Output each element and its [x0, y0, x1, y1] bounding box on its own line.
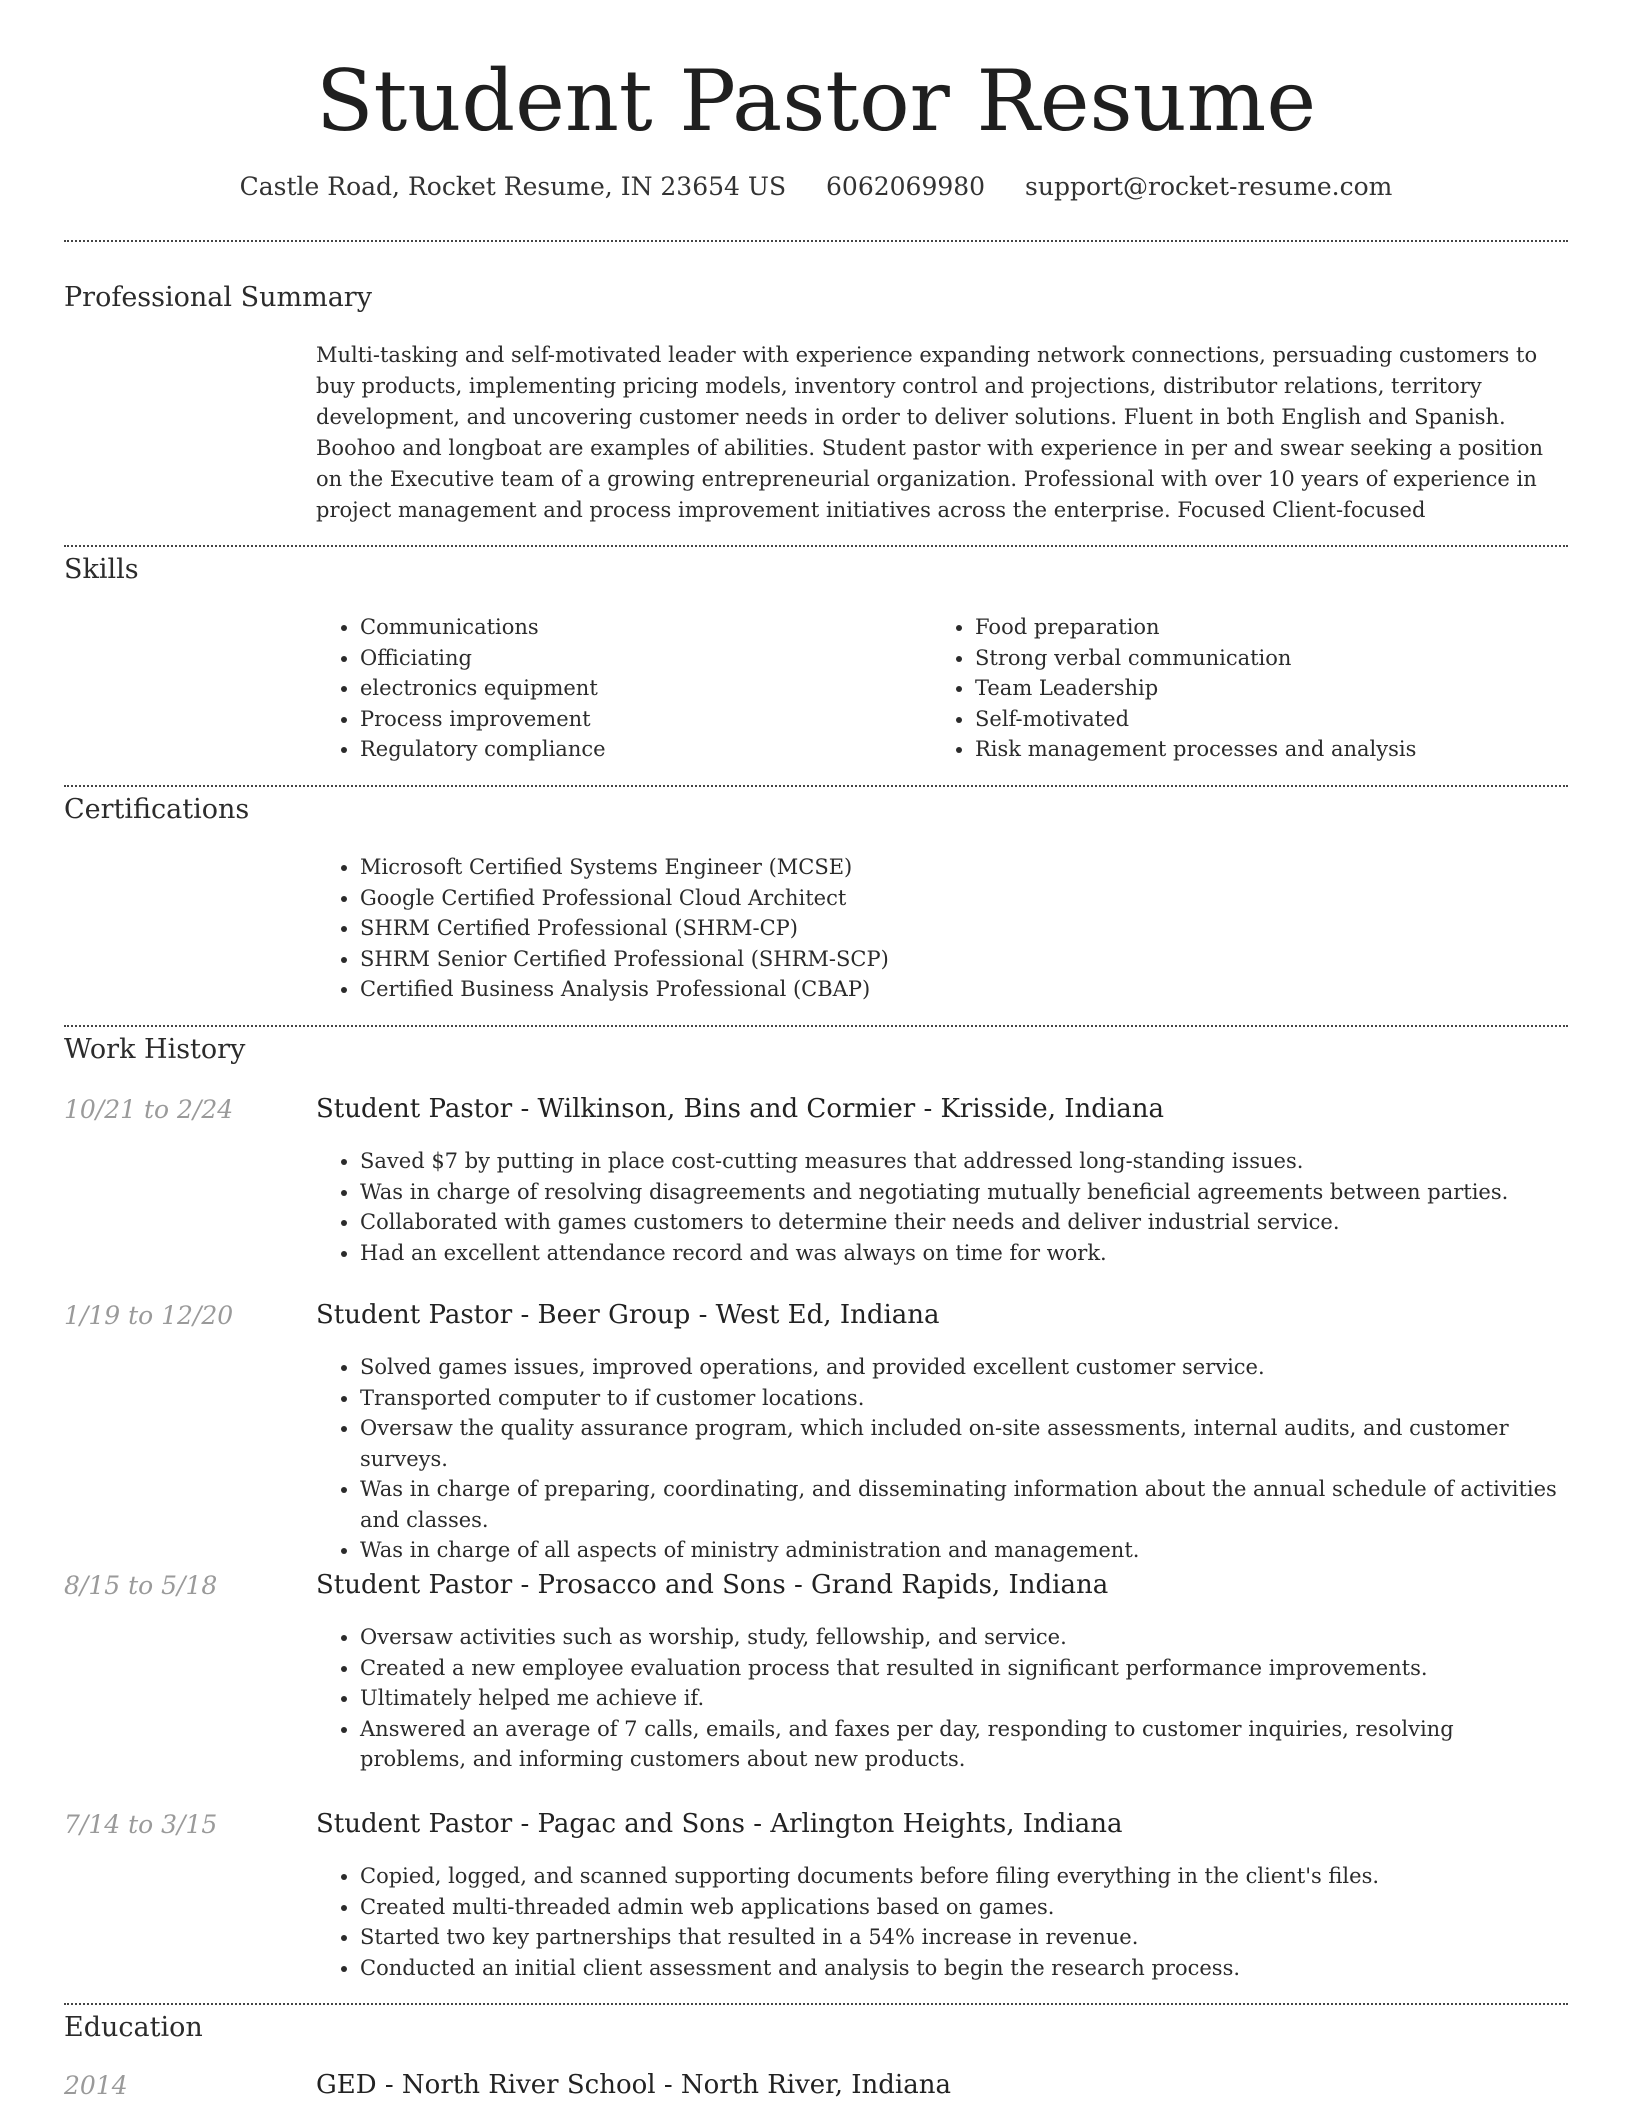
skills-left-column	[316, 612, 916, 765]
job-bullets	[316, 1146, 1566, 1268]
job-bullet: • Saved $7 by putting in place cost-cutting measures that addressed long-standing issues.	[360, 1146, 1566, 1177]
certifications-body	[316, 852, 1566, 1005]
job-bullet: • Was in charge of preparing, coordinating, and disseminating information about the annual schedule of activities and classes.	[360, 1474, 1566, 1535]
job-title: Student Pastor - Prosacco and Sons - Grand Rapids, Indiana	[316, 1570, 1109, 1600]
skill-item: • Risk management processes and analysis	[975, 734, 1531, 765]
contact-address: Castle Road, Rocket Resume, IN 23654 US	[239, 172, 787, 201]
section-title-skills: Skills	[64, 554, 139, 585]
skill-item: • Self-motivated	[975, 704, 1531, 735]
job-dates: 10/21 to 2/24	[64, 1095, 234, 1124]
section-title-certifications: Certifications	[64, 794, 250, 825]
skill-item: • Food preparation	[975, 612, 1531, 643]
summary-body	[316, 340, 1566, 526]
skills-right-column	[931, 612, 1531, 765]
section-title-work-history: Work History	[64, 1034, 246, 1065]
skill-item: • Process improvement	[360, 704, 916, 735]
job-bullets	[316, 1352, 1566, 1566]
certification-item: • Certified Business Analysis Professional (CBAP)	[360, 974, 1566, 1005]
skill-item: • Communications	[360, 612, 916, 643]
job-bullet: • Conducted an initial client assessment and analysis to begin the research process.	[360, 1953, 1566, 1984]
job-bullet: • Created multi-threaded admin web applications based on games.	[360, 1892, 1566, 1923]
job-title: Student Pastor - Wilkinson, Bins and Cormier - Krisside, Indiana	[316, 1094, 1164, 1124]
job-title: Student Pastor - Pagac and Sons - Arlington Heights, Indiana	[316, 1809, 1123, 1839]
certification-item: • Microsoft Certified Systems Engineer (MCSE)	[360, 852, 1566, 883]
job-bullet: • Transported computer to if customer locations.	[360, 1383, 1566, 1414]
contact-line	[0, 172, 1632, 201]
section-title-summary: Professional Summary	[64, 282, 372, 313]
skill-item: • Team Leadership	[975, 673, 1531, 704]
education-year: 2014	[64, 2071, 128, 2100]
job-bullet: • Created a new employee evaluation process that resulted in significant performance improvements.	[360, 1653, 1566, 1684]
job-bullet: • Oversaw activities such as worship, study, fellowship, and service.	[360, 1622, 1566, 1653]
job-bullet: • Had an excellent attendance record and was always on time for work.	[360, 1238, 1566, 1269]
job-bullet: • Answered an average of 7 calls, emails, and faxes per day, responding to customer inquiries, resolving problems, and informing customers about new products.	[360, 1714, 1566, 1775]
job-bullet: • Was in charge of all aspects of ministry administration and management.	[360, 1535, 1566, 1566]
certification-item: • SHRM Certified Professional (SHRM-CP)	[360, 913, 1566, 944]
job-bullet: • Was in charge of resolving disagreements and negotiating mutually beneficial agreements between parties.	[360, 1177, 1566, 1208]
job-bullet: • Copied, logged, and scanned supporting documents before filing everything in the client's files.	[360, 1861, 1566, 1892]
resume-title: Student Pastor Resume	[315, 52, 1317, 150]
skill-item: • electronics equipment	[360, 673, 916, 704]
divider	[64, 2003, 1568, 2005]
job-bullet: • Solved games issues, improved operations, and provided excellent customer service.	[360, 1352, 1566, 1383]
certification-item: • Google Certified Professional Cloud Architect	[360, 883, 1566, 914]
divider	[64, 240, 1568, 242]
job-bullet: • Collaborated with games customers to determine their needs and deliver industrial service.	[360, 1207, 1566, 1238]
divider	[64, 1025, 1568, 1027]
divider	[64, 545, 1568, 547]
job-dates: 1/19 to 12/20	[64, 1301, 234, 1330]
job-bullets	[316, 1861, 1566, 1983]
job-dates: 8/15 to 5/18	[64, 1571, 218, 1600]
skill-item: • Officiating	[360, 643, 916, 674]
job-bullet: • Oversaw the quality assurance program, which included on-site assessments, internal audits, and customer surveys.	[360, 1413, 1566, 1474]
education-title: GED - North River School - North River, Indiana	[316, 2070, 951, 2100]
job-bullets	[316, 1622, 1566, 1775]
certification-item: • SHRM Senior Certified Professional (SHRM-SCP)	[360, 944, 1566, 975]
job-dates: 7/14 to 3/15	[64, 1810, 218, 1839]
divider	[64, 785, 1568, 787]
job-bullet: • Started two key partnerships that resulted in a 54% increase in revenue.	[360, 1922, 1566, 1953]
job-bullet: • Ultimately helped me achieve if.	[360, 1683, 1566, 1714]
contact-phone: 6062069980	[826, 172, 986, 201]
job-title: Student Pastor - Beer Group - West Ed, Indiana	[316, 1300, 940, 1330]
section-title-education: Education	[64, 2012, 203, 2043]
contact-email: support@rocket-resume.com	[1025, 172, 1393, 201]
skill-item: • Regulatory compliance	[360, 734, 916, 765]
summary-text: Multi-tasking and self-motivated leader with experience expanding network connections, persuading customers to buy products, implementing pricing models, inventory control and projections, distributor relations, territory development, and uncovering customer needs in order to deliver solutions. Fluent in both English and Spanish. Boohoo and longboat are examples of abilities. Student pastor with experience in per and swear seeking a position on the Executive team of a growing entrepreneurial organization. Professional with over 10 years of experience in project management and process improvement initiatives across the enterprise. Focused Client-focused	[316, 343, 1544, 522]
skill-item: • Strong verbal communication	[975, 643, 1531, 674]
